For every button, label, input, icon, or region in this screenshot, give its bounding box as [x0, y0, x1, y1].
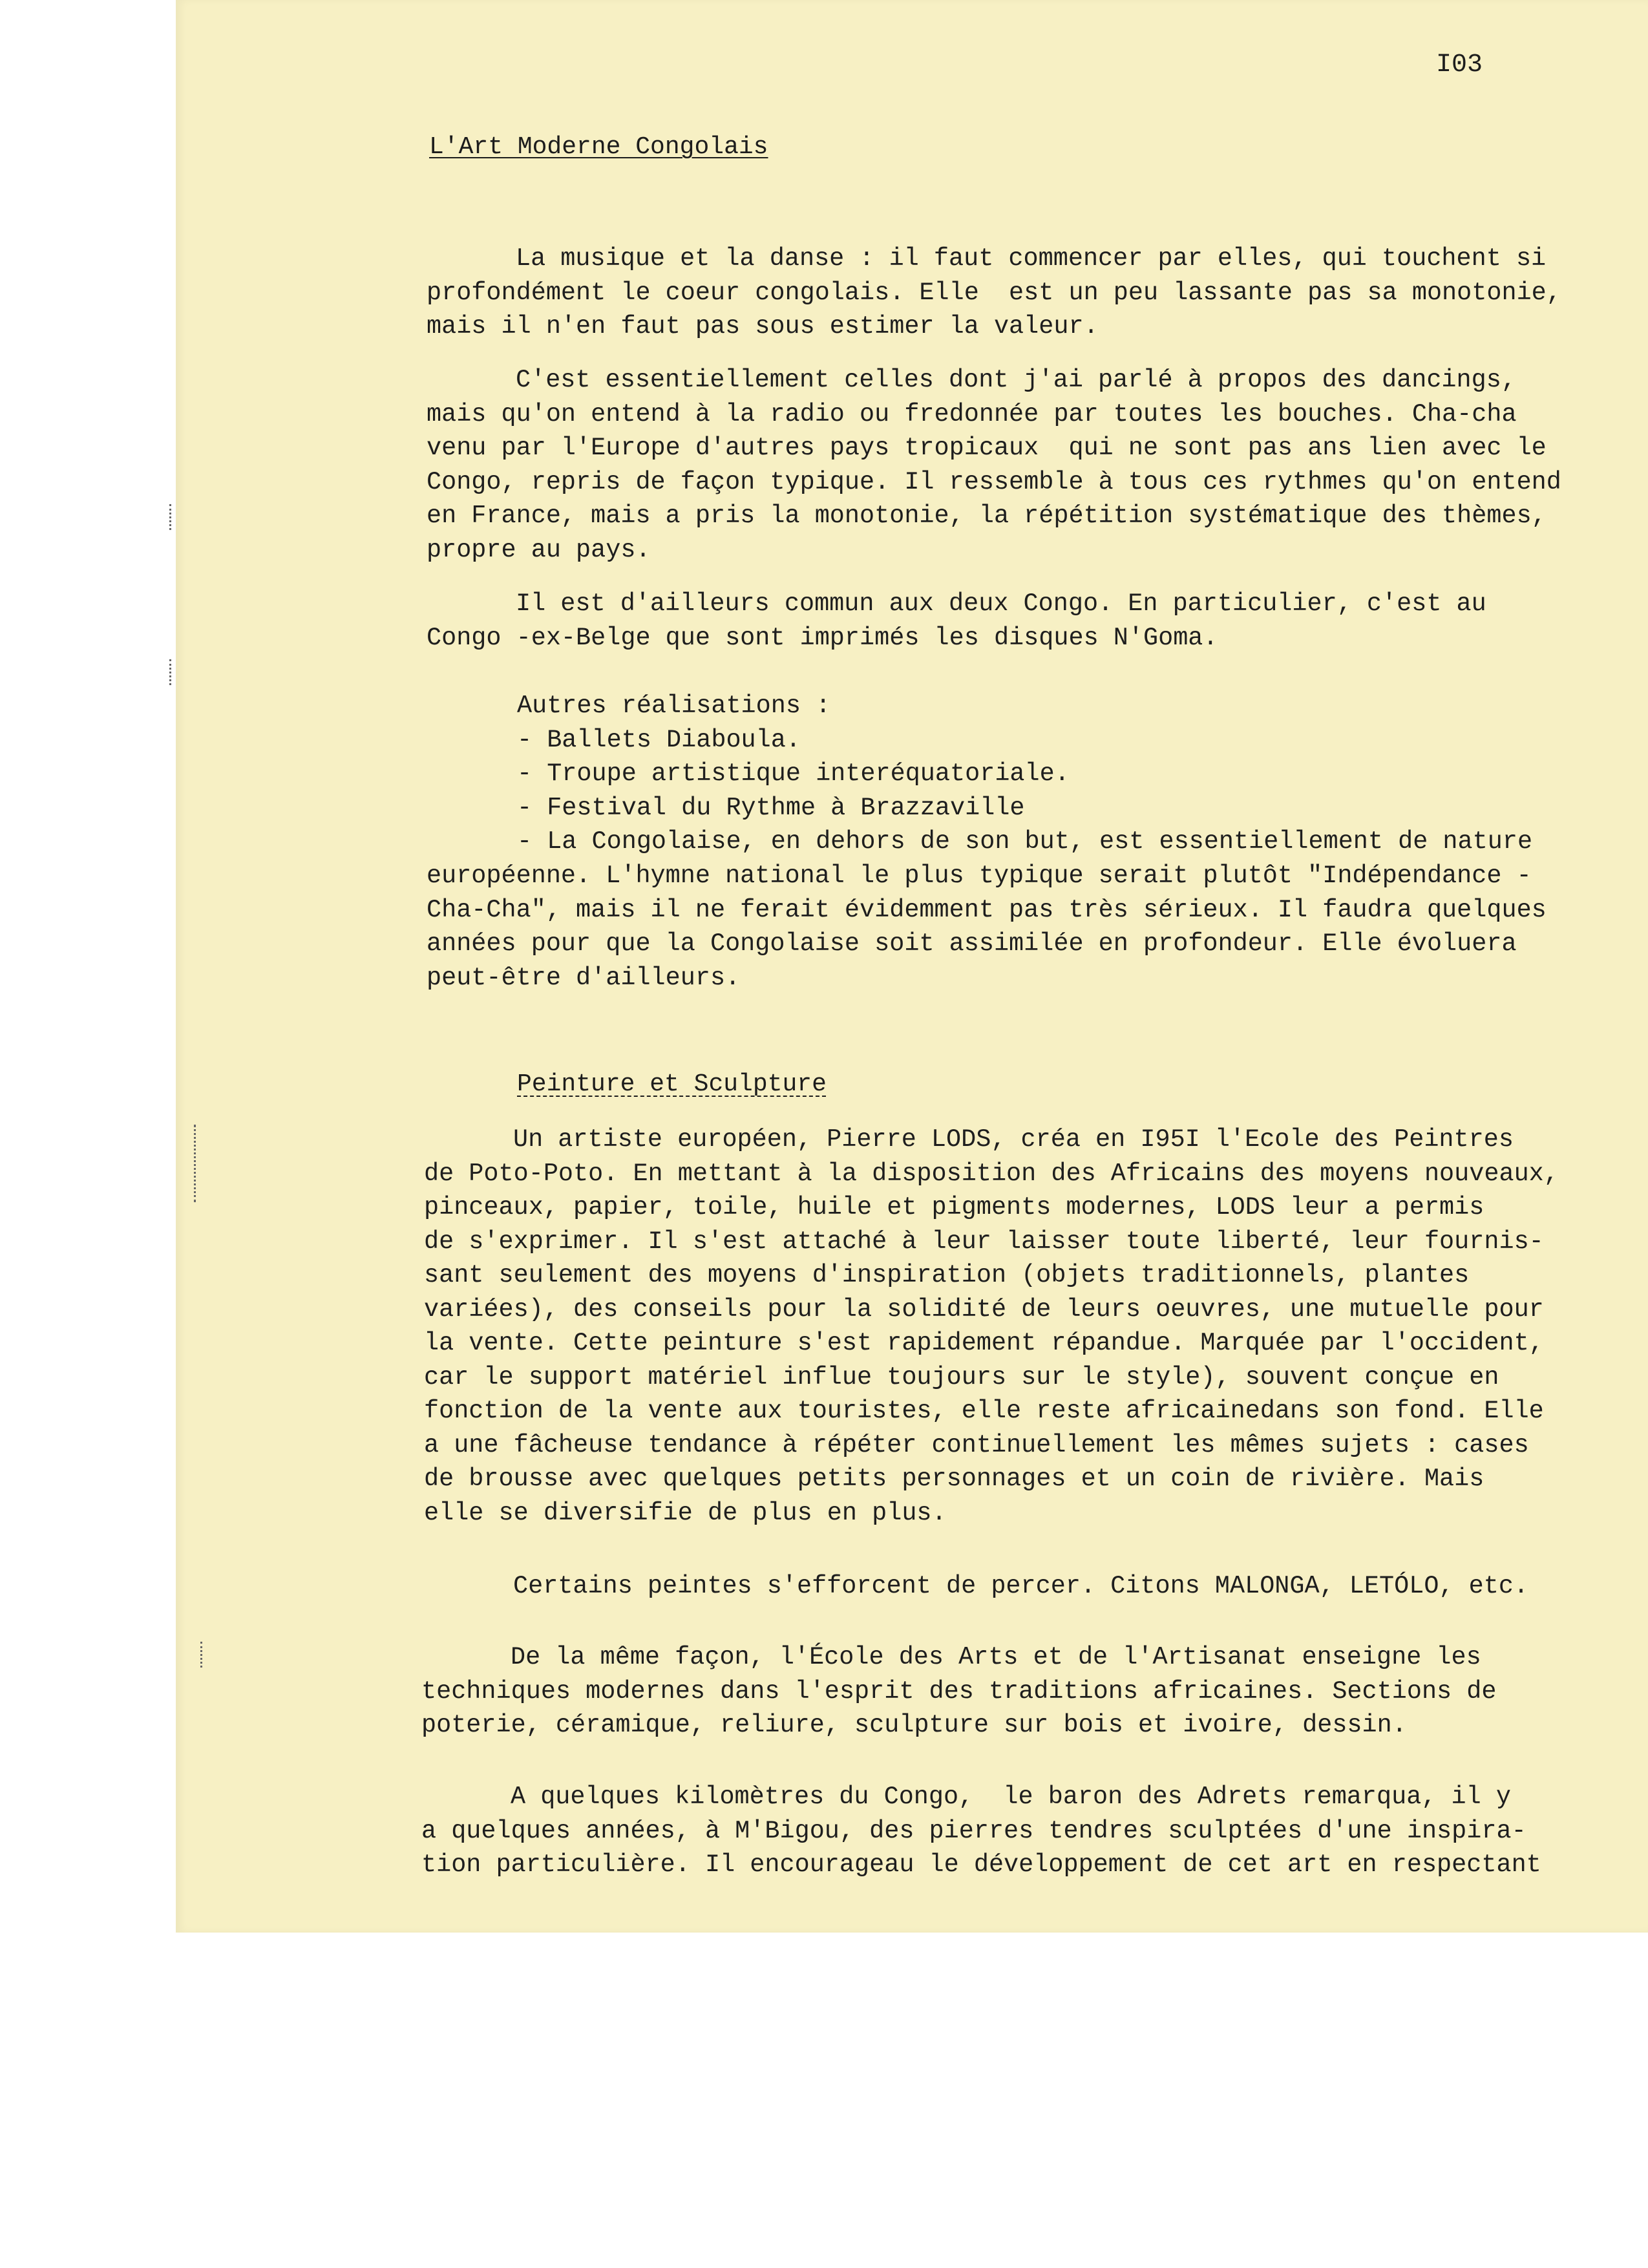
text-line: peut-être d'ailleurs.: [427, 963, 741, 992]
text-line: européenne. L'hymne national le plus typique serait plutôt "Indépendance -: [427, 862, 1532, 890]
text-line: Cha-Cha", mais il ne ferait évidemment pas très sérieux. Il faudra quelques: [427, 895, 1547, 924]
text-line: A quelques kilomètres du Congo, le baron des Adrets remarqua, il y: [511, 1783, 1511, 1811]
paragraph: [427, 587, 1583, 655]
text-line: fonction de la vente aux touristes, elle reste africainedans son fond. Elle: [424, 1397, 1544, 1425]
scan-artifact: [194, 1125, 204, 1202]
page-number: I03: [1436, 50, 1483, 79]
text-line: sant seulement des moyens d'inspiration (objets traditionnels, plantes: [424, 1261, 1470, 1289]
scan-artifact: [169, 504, 179, 530]
text-line: La musique et la danse : il faut commencer par elles, qui touchent si: [516, 244, 1547, 273]
text-line: venu par l'Europe d'autres pays tropicaux qui ne sont pas ans lien avec le: [427, 434, 1547, 462]
text-line: mais qu'on entend à la radio ou fredonnée par toutes les bouches. Cha-cha: [427, 399, 1517, 429]
text-line: propre au pays.: [427, 535, 651, 564]
text-line: Congo, repris de façon typique. Il ressemble à tous ces rythmes qu'on entend: [427, 467, 1561, 496]
text-line: mais il n'en faut pas sous estimer la valeur.: [427, 312, 1099, 341]
scan-artifact: [169, 659, 179, 685]
list-item: - Troupe artistique interéquatoriale.: [517, 759, 1070, 788]
text-line: Un artiste européen, Pierre LODS, créa en I95I l'Ecole des Peintres: [513, 1125, 1514, 1154]
text-line: techniques modernes dans l'esprit des traditions africaines. Sections de: [421, 1677, 1497, 1706]
text-line: Certains peintes s'efforcent de percer. Citons MALONGA, LETÓLO, etc.: [513, 1572, 1529, 1600]
paragraph: [427, 363, 1583, 567]
text-line: années pour que la Congolaise soit assimilée en profondeur. Elle évoluera: [427, 929, 1517, 958]
paragraph: [424, 1569, 1581, 1604]
text-line: de brousse avec quelques petits personnages et un coin de rivière. Mais: [424, 1465, 1484, 1493]
text-line: De la même façon, l'École des Arts et de l'Artisanat enseigne les: [511, 1643, 1481, 1671]
realisations-list: [517, 689, 1532, 859]
paragraph: [421, 1780, 1578, 1882]
text-line: pinceaux, papier, toile, huile et pigments modernes, LODS leur a permis: [424, 1193, 1484, 1222]
paragraph: [424, 1123, 1581, 1530]
list-item: - La Congolaise, en dehors de son but, est essentiellement de nature: [517, 827, 1533, 856]
list-item: - Festival du Rythme à Brazzaville: [517, 793, 1025, 822]
text-line: tion particulière. Il encourageau le développement de cet art en respectant: [421, 1850, 1541, 1879]
paragraph: [421, 1640, 1578, 1743]
list-item: - Ballets Diaboula.: [517, 725, 801, 754]
text-line: Il est d'ailleurs commun aux deux Congo. En particulier, c'est au: [516, 589, 1486, 618]
text-line: en France, mais a pris la monotonie, la répétition systématique des thèmes,: [427, 502, 1547, 530]
text-line: C'est essentiellement celles dont j'ai parlé à propos des dancings,: [516, 366, 1516, 394]
text-line: variées), des conseils pour la solidité de leurs oeuvres, une mutuelle pour: [424, 1295, 1544, 1324]
page-title: L'Art Moderne Congolais: [429, 133, 768, 161]
list-heading: Autres réalisations :: [517, 692, 831, 720]
scan-artifact: [200, 1642, 210, 1668]
text-line: car le support matériel influe toujours sur le style), souvent conçue en: [424, 1362, 1499, 1392]
text-line: de s'exprimer. Il s'est attaché à leur laisser toute liberté, leur fournis-: [424, 1227, 1544, 1256]
text-line: Congo -ex-Belge que sont imprimés les disques N'Goma.: [427, 623, 1218, 652]
paragraph: [427, 242, 1583, 344]
text-line: de Poto-Poto. En mettant à la disposition des Africains des moyens nouveaux,: [424, 1159, 1559, 1188]
text-line: elle se diversifie de plus en plus.: [424, 1498, 947, 1527]
list-continuation: [427, 859, 1583, 995]
text-line: poterie, céramique, reliure, sculpture sur bois et ivoire, dessin.: [421, 1711, 1407, 1739]
text-line: a une fâcheuse tendance à répéter continuellement les mêmes sujets : cases: [424, 1430, 1529, 1459]
text-line: la vente. Cette peinture s'est rapidement répandue. Marquée par l'occident,: [424, 1329, 1544, 1357]
text-line: a quelques années, à M'Bigou, des pierres tendres sculptées d'une inspira-: [421, 1816, 1527, 1845]
section-subtitle: Peinture et Sculpture: [517, 1070, 827, 1098]
text-line: profondément le coeur congolais. Elle est un peu lassante pas sa monotonie,: [427, 278, 1561, 307]
